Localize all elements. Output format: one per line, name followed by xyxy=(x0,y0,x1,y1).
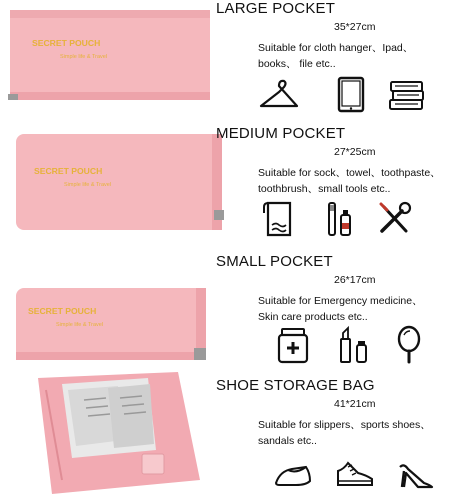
section-title: LARGE POCKET xyxy=(216,0,336,17)
icon-row xyxy=(258,199,468,239)
icon-row xyxy=(258,453,468,493)
description-line: sandals etc.. xyxy=(258,435,317,447)
lipstick-icon xyxy=(334,325,376,365)
description xyxy=(258,165,464,197)
hand-mirror-icon xyxy=(388,325,430,365)
size-label: 27*25cm xyxy=(334,146,376,158)
slipper-icon xyxy=(272,453,314,493)
hanger-icon xyxy=(258,74,300,114)
section-shoe-storage-bag xyxy=(200,377,468,500)
medium-pouch-image xyxy=(14,128,230,238)
icon-row xyxy=(258,325,468,365)
toothbrush-toothpaste-icon xyxy=(318,199,360,239)
size-label: 26*17cm xyxy=(334,274,376,286)
tablet-icon xyxy=(330,74,372,114)
tools-icon xyxy=(374,199,416,239)
shoe-bag-image xyxy=(28,370,208,498)
large-pouch-brand: SECRET POUCH xyxy=(32,38,101,48)
section-medium-pocket xyxy=(200,125,468,253)
description xyxy=(258,293,464,325)
towel-icon xyxy=(258,199,300,239)
small-pouch-tagline: Simple life & Travel xyxy=(56,322,104,328)
sneaker-icon xyxy=(334,453,376,493)
product-descriptions xyxy=(200,0,468,500)
section-large-pocket xyxy=(200,0,468,125)
description-line: toothbrush、small tools etc.. xyxy=(258,183,391,195)
books-icon xyxy=(386,74,428,114)
description-line: Suitable for Emergency medicine、 xyxy=(258,295,423,307)
large-pouch-image xyxy=(8,2,214,104)
medium-pouch-tagline: Simple life & Travel xyxy=(64,182,112,188)
size-label: 41*21cm xyxy=(334,398,376,410)
section-small-pocket xyxy=(200,253,468,377)
section-title: SMALL POCKET xyxy=(216,253,333,270)
description-line: books、 file etc.. xyxy=(258,58,336,70)
description-line: Skin care products etc.. xyxy=(258,311,368,323)
description-line: Suitable for sock、towel、toothpaste、 xyxy=(258,167,441,179)
section-title: MEDIUM POCKET xyxy=(216,125,346,142)
description xyxy=(258,417,464,449)
icon-row xyxy=(258,74,468,114)
size-label: 35*27cm xyxy=(334,21,376,33)
description xyxy=(258,40,464,72)
small-pouch-image xyxy=(14,282,212,368)
small-pouch-brand: SECRET POUCH xyxy=(28,306,97,316)
description-line: Suitable for slippers、sports shoes、 xyxy=(258,419,431,431)
medium-pouch-brand: SECRET POUCH xyxy=(34,166,103,176)
high-heel-icon xyxy=(394,453,436,493)
section-title: SHOE STORAGE BAG xyxy=(216,377,375,394)
large-pouch-tagline: Simple life & Travel xyxy=(60,54,108,60)
medicine-bottle-icon xyxy=(272,325,314,365)
description-line: Suitable for cloth hanger、Ipad、 xyxy=(258,42,414,54)
